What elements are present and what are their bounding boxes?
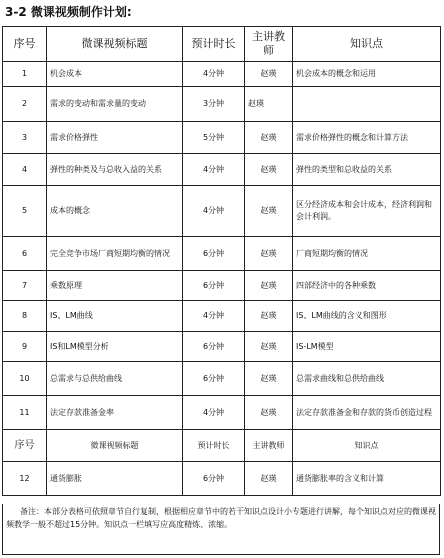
cell-title: 法定存款准备金率 — [47, 396, 183, 430]
cell-teacher: 赵瑛 — [245, 154, 293, 186]
cell-teacher: 赵瑛 — [245, 186, 293, 237]
cell-point: IS、LM曲线的含义和图形 — [293, 301, 441, 332]
cell-duration: 4分钟 — [183, 186, 245, 237]
table-row — [3, 154, 441, 186]
cell-teacher: 赵瑛 — [245, 62, 293, 87]
video-plan-table — [2, 26, 441, 496]
cell-teacher: 赵瑛 — [245, 87, 293, 122]
table-row — [3, 396, 441, 430]
section-title: 3-2 微课视频制作计划: — [5, 5, 132, 19]
cell-no: 11 — [3, 396, 47, 430]
cell-title: 需求价格弹性 — [47, 122, 183, 154]
cell-teacher: 赵瑛 — [245, 237, 293, 271]
col-header-title: 微课视频标题 — [47, 27, 183, 62]
cell-duration: 4分钟 — [183, 154, 245, 186]
cell-teacher: 赵瑛 — [245, 462, 293, 496]
cell-duration: 4分钟 — [183, 396, 245, 430]
cell-title: IS和LM模型分析 — [47, 332, 183, 362]
cell-point: 厂商短期均衡的情况 — [293, 237, 441, 271]
cell-no: 6 — [3, 237, 47, 271]
cell-no: 8 — [3, 301, 47, 332]
cell-teacher: 赵瑛 — [245, 362, 293, 396]
cell-point: 通货膨胀率的含义和计算 — [293, 462, 441, 496]
cell-no: 7 — [3, 271, 47, 301]
cell-point: 法定存款准备金和存款的货币创造过程 — [293, 396, 441, 430]
cell-title: 机会成本 — [47, 62, 183, 87]
table-row — [3, 271, 441, 301]
cell-teacher: 赵瑛 — [245, 396, 293, 430]
cell-no: 3 — [3, 122, 47, 154]
cell-duration: 3分钟 — [183, 87, 245, 122]
footnote: 备注：本部分表格可依照章节自行复制，根据相应章节中的若干知识点设计小专题进行讲解，每个知识点对应的微课视频教学一般不超过15分钟。知识点一栏填写应高度精炼、浓缩。 — [2, 504, 440, 555]
cell-point: 需求价格弹性的概念和计算方法 — [293, 122, 441, 154]
cell-no: 4 — [3, 154, 47, 186]
cell-duration: 5分钟 — [183, 122, 245, 154]
cell-title: 通货膨胀 — [47, 462, 183, 496]
cell-no: 1 — [3, 62, 47, 87]
cell-teacher: 赵瑛 — [245, 271, 293, 301]
col-header-duration: 预计时长 — [183, 430, 245, 462]
table-header-row-repeat — [3, 430, 441, 462]
table-row — [3, 62, 441, 87]
cell-no: 2 — [3, 87, 47, 122]
cell-duration: 6分钟 — [183, 237, 245, 271]
col-header-title: 微课视频标题 — [47, 430, 183, 462]
cell-title: 需求的变动和需求量的变动 — [47, 87, 183, 122]
table-row — [3, 462, 441, 496]
cell-point: 弹性的类型和总收益的关系 — [293, 154, 441, 186]
cell-no: 9 — [3, 332, 47, 362]
cell-point: IS-LM模型 — [293, 332, 441, 362]
table-row — [3, 122, 441, 154]
cell-title: 总需求与总供给曲线 — [47, 362, 183, 396]
cell-no: 5 — [3, 186, 47, 237]
cell-duration: 6分钟 — [183, 362, 245, 396]
table-row — [3, 362, 441, 396]
cell-point: 区分经济成本和会计成本，经济利润和会计利润。 — [293, 186, 441, 237]
cell-no: 10 — [3, 362, 47, 396]
cell-teacher: 赵瑛 — [245, 122, 293, 154]
cell-title: 乘数原理 — [47, 271, 183, 301]
col-header-no: 序号 — [3, 27, 47, 62]
table-row — [3, 301, 441, 332]
cell-no: 12 — [3, 462, 47, 496]
col-header-teacher: 主讲教师 — [245, 430, 293, 462]
cell-duration: 6分钟 — [183, 271, 245, 301]
cell-point: 四部经济中的各种乘数 — [293, 271, 441, 301]
cell-title: 完全竞争市场厂商短期均衡的情况 — [47, 237, 183, 271]
cell-point — [293, 87, 441, 122]
cell-point: 总需求曲线和总供给曲线 — [293, 362, 441, 396]
col-header-teacher: 主讲教师 — [245, 27, 293, 62]
cell-duration: 4分钟 — [183, 301, 245, 332]
cell-title: 成本的概念 — [47, 186, 183, 237]
cell-duration: 4分钟 — [183, 62, 245, 87]
col-header-duration: 预计时长 — [183, 27, 245, 62]
cell-teacher: 赵瑛 — [245, 332, 293, 362]
col-header-point: 知识点 — [293, 430, 441, 462]
cell-duration: 6分钟 — [183, 332, 245, 362]
col-header-no: 序号 — [3, 430, 47, 462]
table-row — [3, 87, 441, 122]
cell-title: IS、LM曲线 — [47, 301, 183, 332]
table-row — [3, 332, 441, 362]
cell-duration: 6分钟 — [183, 462, 245, 496]
table-header-row — [3, 27, 441, 62]
col-header-point: 知识点 — [293, 27, 441, 62]
table-row — [3, 237, 441, 271]
cell-point: 机会成本的概念和运用 — [293, 62, 441, 87]
table-row — [3, 186, 441, 237]
cell-teacher: 赵瑛 — [245, 301, 293, 332]
cell-title: 弹性的种类及与总收入益的关系 — [47, 154, 183, 186]
